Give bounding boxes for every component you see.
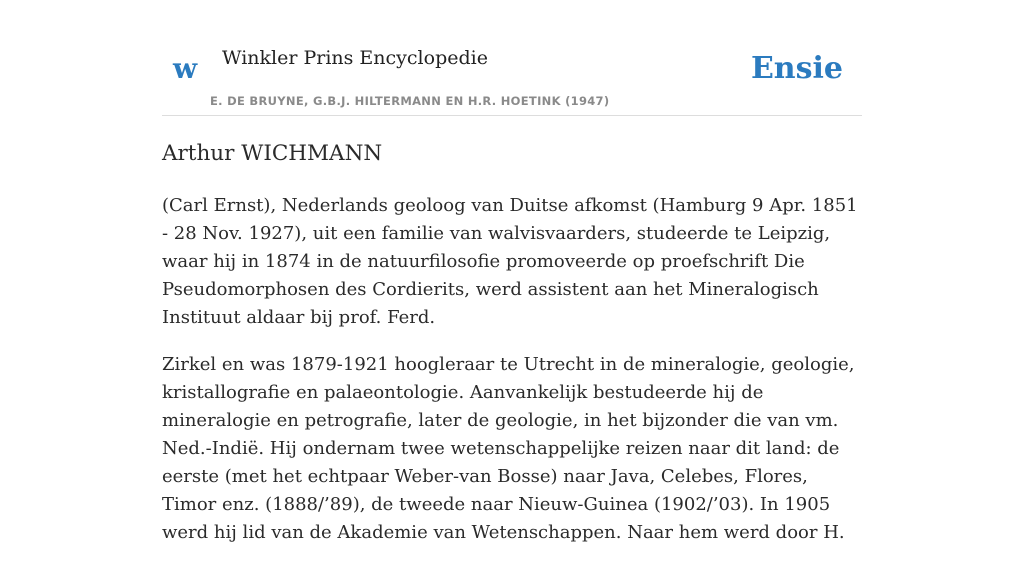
article-body <box>162 192 860 566</box>
site-title[interactable]: Winkler Prins Encyclopedie <box>222 47 488 69</box>
article-paragraph: Zirkel en was 1879-1921 hoogleraar te Utrecht in de mineralogie, geologie, kristallografie en palaeontologie. Aanvankelijk bestudeerde hij de mineralogie en petrografie, later de geologie, in het bijzonder die van vm. Ned.-Indië. Hij ondernam twee wetenschappelijke reizen naar dit land: de eerste (met het echtpaar Weber-van Bosse) naar Java, Celebes, Flores, Timor enz. (1888/’89), de tweede naar Nieuw-Guinea (1902/’03). In 1905 werd hij lid van de Akademie van Wetenschappen. Naar hem werd door H. <box>162 354 855 543</box>
ensie-brand-link[interactable]: Ensie <box>750 51 843 86</box>
article-paragraph: (Carl Ernst), Nederlands geoloog van Duitse afkomst (Hamburg 9 Apr. 1851 - 28 Nov. 1927), uit een familie van walvisvaarders, studeerde te Leipzig, waar hij in 1874 in de natuurfilosofie promoveerde op proefschrift Die Pseudomorphosen des Cordierits, werd assistent aan het Mineralogisch Instituut aldaar bij prof. Ferd. <box>162 195 858 328</box>
article-title: Arthur WICHMANN <box>162 141 383 166</box>
authors-line: E. DE BRUYNE, G.B.J. HILTERMANN EN H.R. HOETINK (1947) <box>210 94 610 108</box>
winkler-prins-logo[interactable]: w <box>173 52 198 85</box>
header-divider <box>162 115 862 116</box>
